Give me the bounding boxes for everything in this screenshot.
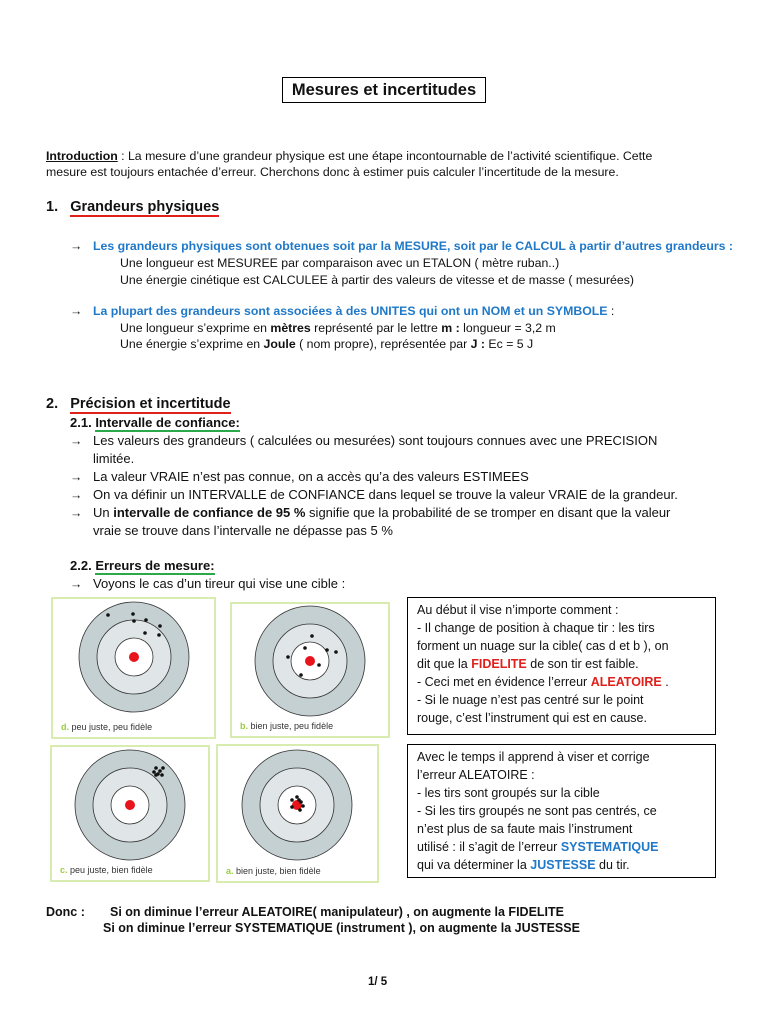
shot-mark [295, 795, 299, 799]
t: FIDELITE [471, 657, 527, 671]
arrow-icon: → [70, 577, 83, 591]
shot-mark [299, 673, 303, 677]
shot-mark [310, 634, 314, 638]
t: Joule [263, 337, 296, 351]
bullet-2: La valeur VRAIE n’est pas connue, on a accès qu’a des valeurs ESTIMEES [93, 469, 529, 484]
t: 2.1. [70, 415, 92, 430]
t: n’est plus de sa faute mais l’instrument [417, 822, 633, 836]
t: longueur = 3,2 m [459, 321, 556, 335]
target-figure-c [50, 745, 210, 882]
t: Une énergie s’exprime en [120, 337, 264, 351]
colon: : [607, 304, 615, 318]
t: JUSTESSE [530, 858, 596, 872]
s1-point-1a: Une longueur est MESUREE par comparaison avec un ETALON ( mètre ruban..) [120, 256, 560, 270]
shot-mark [132, 619, 136, 623]
t: . [661, 675, 669, 689]
bullet-4 [93, 505, 670, 521]
intro-label: Introduction [46, 149, 118, 163]
arrow-icon: → [70, 304, 83, 318]
shot-mark [160, 773, 164, 777]
shot-mark [131, 612, 135, 616]
bullet-4-cont: vraie se trouve dans l’intervalle ne dépasse pas 5 % [93, 523, 393, 538]
t: intervalle de confiance de 95 % [113, 505, 306, 520]
t [417, 655, 706, 673]
t: c. [60, 865, 68, 875]
arrow-icon: → [70, 239, 83, 253]
page-number: 1/ 5 [368, 976, 388, 988]
bullseye [129, 652, 139, 662]
conclusion-line-2: Si on diminue l’erreur SYSTEMATIQUE (instrument ), on augmente la JUSTESSE [103, 921, 580, 935]
shot-mark [157, 633, 161, 637]
t [417, 673, 706, 691]
subsection-2-2 [70, 558, 215, 574]
arrow-icon: → [70, 488, 83, 502]
section-1-heading [46, 199, 219, 215]
t: qui va déterminer la [417, 858, 531, 872]
t: Erreurs de mesure: [95, 558, 215, 573]
t: bien juste, peu fidèle [250, 721, 334, 731]
intro-text: : La mesure d’une grandeur physique est une étape incontournable de l’activité scientifique. Cette [117, 149, 653, 163]
t: forment un nuage sur la cible( cas d et b ), on [417, 639, 669, 653]
target-icon [232, 604, 388, 736]
shot-mark [303, 646, 307, 650]
bullseye [125, 800, 135, 810]
figure-caption [226, 866, 321, 876]
s1-point-2b [120, 336, 533, 352]
t: du tir. [595, 858, 630, 872]
arrow-icon: → [70, 434, 83, 448]
shot-mark [158, 769, 162, 773]
shot-mark [152, 770, 156, 774]
figure-caption [240, 721, 333, 731]
shot-mark [161, 766, 165, 770]
bullet-3: On va définir un INTERVALLE de CONFIANCE dans lequel se trouve la valeur VRAIE de la grandeur. [93, 487, 678, 502]
t: Une longueur s’exprime en [120, 321, 271, 335]
explanation-box-2 [407, 744, 716, 878]
target-figure-d [51, 597, 216, 739]
shot-mark [154, 773, 158, 777]
t: - les tirs sont groupés sur la cible [417, 786, 600, 800]
t: mètres [270, 321, 311, 335]
target-icon [53, 599, 214, 737]
t: Avec le temps il apprend à viser et corrige [417, 750, 650, 764]
s1-point-1: Les grandeurs physiques sont obtenues soit par la MESURE, soit par le CALCUL à partir d’autres grandeurs : [93, 239, 734, 253]
intro-line-1 [46, 148, 652, 164]
target-icon [52, 747, 208, 880]
t: SYSTEMATIQUE [560, 840, 659, 854]
shot-mark [158, 624, 162, 628]
t: bien juste, bien fidèle [236, 866, 321, 876]
shot-mark [301, 804, 305, 808]
shot-mark [286, 655, 290, 659]
section-title: Précision et incertitude [70, 396, 231, 412]
t: représenté par le lettre [310, 321, 442, 335]
t: Ec = 5 J [485, 337, 534, 351]
shot-mark [317, 663, 321, 667]
bullet-1-cont: limitée. [93, 451, 135, 466]
t: m : [441, 321, 460, 335]
t: 2.2. [70, 558, 92, 573]
t: peu juste, bien fidèle [70, 865, 153, 875]
explanation-box-1 [407, 597, 716, 735]
shot-mark [144, 618, 148, 622]
subsection-2-1 [70, 415, 240, 431]
t: Intervalle de confiance: [95, 415, 240, 430]
t: peu juste, peu fidèle [71, 722, 153, 732]
t: rouge, c’est l’instrument qui est en cause. [417, 711, 647, 725]
t: - Si le nuage n’est pas centré sur le point [417, 693, 644, 707]
t: b. [240, 721, 248, 731]
t: ALEATOIRE [590, 675, 662, 689]
t [417, 838, 706, 856]
s1-point-2 [93, 303, 614, 319]
bullet-1: Les valeurs des grandeurs ( calculées ou mesurées) sont toujours connues avec une PRECISION [93, 433, 658, 448]
target-figure-b [230, 602, 390, 738]
shot-mark [334, 650, 338, 654]
s1-point-2-text: La plupart des grandeurs sont associées à des UNITES qui ont un NOM et un SYMBOLE [93, 304, 608, 318]
conclusion-label: Donc : [46, 905, 85, 919]
t: - Si les tirs groupés ne sont pas centrés, ce [417, 804, 657, 818]
conclusion-line-1: Si on diminue l’erreur ALEATOIRE( manipulateur) , on augmente la FIDELITE [110, 905, 564, 919]
section-number: 2. [46, 396, 59, 412]
arrow-icon: → [70, 506, 83, 520]
shot-mark [290, 805, 294, 809]
section-title: Grandeurs physiques [70, 199, 220, 215]
shot-mark [290, 798, 294, 802]
shot-mark [143, 631, 147, 635]
t [417, 856, 706, 874]
target-icon [218, 746, 377, 881]
section-number: 1. [46, 199, 59, 215]
page-title: Mesures et incertitudes [282, 77, 486, 103]
shot-mark [325, 648, 329, 652]
figure-caption [61, 722, 152, 732]
shot-mark [106, 613, 110, 617]
bullseye [305, 656, 315, 666]
t: J : [470, 337, 486, 351]
t: signifie que la probabilité de se tromper en disant que la valeur [305, 505, 671, 520]
figure-caption [60, 865, 153, 875]
t: utilisé : il s’agit de l’erreur [417, 840, 561, 854]
t: - Ceci met en évidence l’erreur [417, 675, 591, 689]
intro-line-2: mesure est toujours entachée d’erreur. Cherchons donc à estimer puis calculer l’incertitude de la mesure. [46, 165, 619, 179]
section-2-heading [46, 396, 231, 412]
t: ( nom propre), représentée par [295, 337, 471, 351]
bullet-5: Voyons le cas d’un tireur qui vise une cible : [93, 576, 346, 591]
t: Au début il vise n’importe comment : [417, 603, 619, 617]
target-figure-a [216, 744, 379, 883]
arrow-icon: → [70, 470, 83, 484]
t: l’erreur ALEATOIRE : [417, 768, 535, 782]
t: Un [93, 505, 114, 520]
t: d. [61, 722, 69, 732]
s1-point-1b: Une énergie cinétique est CALCULEE à partir des valeurs de vitesse et de masse ( mesurées) [120, 273, 634, 287]
t: - Il change de position à chaque tir : les tirs [417, 621, 655, 635]
shot-mark [298, 808, 302, 812]
shot-mark [154, 766, 158, 770]
t: de son tir est faible. [526, 657, 639, 671]
s1-point-2a [120, 320, 556, 336]
shot-mark [297, 798, 301, 802]
t: a. [226, 866, 234, 876]
t: dit que la [417, 657, 472, 671]
